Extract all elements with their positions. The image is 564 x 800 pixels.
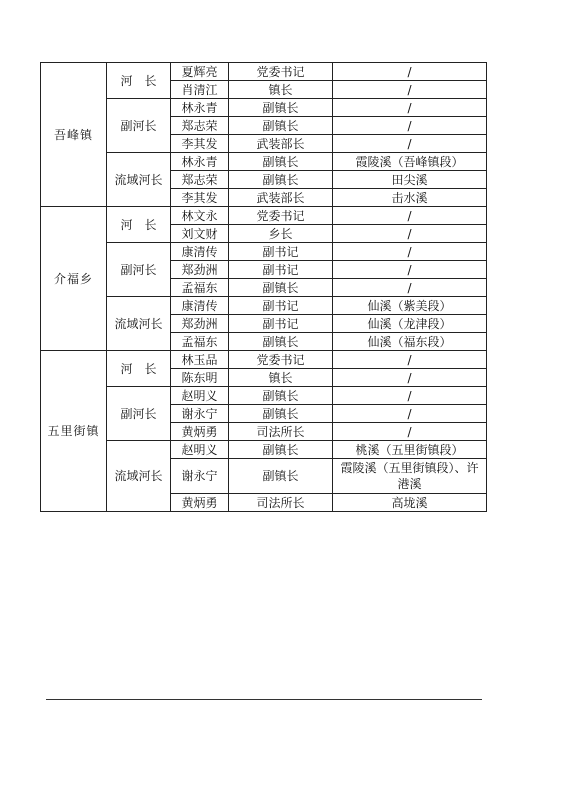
role-cell: 河 长 <box>107 207 171 243</box>
member-title: 党委书记 <box>229 207 333 225</box>
member-title: 镇长 <box>229 81 333 99</box>
river-cell: / <box>333 279 487 297</box>
member-title: 副镇长 <box>229 441 333 459</box>
member-name: 陈东明 <box>171 369 229 387</box>
member-name: 林永青 <box>171 153 229 171</box>
river-chief-table <box>40 62 487 512</box>
member-title: 副镇长 <box>229 171 333 189</box>
table-row <box>41 63 487 81</box>
member-name: 郑劲洲 <box>171 315 229 333</box>
river-cell: / <box>333 369 487 387</box>
river-cell: / <box>333 405 487 423</box>
member-name: 林文永 <box>171 207 229 225</box>
table-row <box>41 441 487 459</box>
river-cell: / <box>333 351 487 369</box>
member-name: 黄炳勇 <box>171 423 229 441</box>
river-cell: / <box>333 387 487 405</box>
role-cell: 流域河长 <box>107 297 171 351</box>
table-row <box>41 243 487 261</box>
table-row <box>41 153 487 171</box>
member-title: 副书记 <box>229 243 333 261</box>
role-cell: 副河长 <box>107 99 171 153</box>
member-name: 郑劲洲 <box>171 261 229 279</box>
role-cell: 副河长 <box>107 243 171 297</box>
member-title: 副镇长 <box>229 117 333 135</box>
table-row <box>41 207 487 225</box>
river-cell: 击水溪 <box>333 189 487 207</box>
river-cell: / <box>333 117 487 135</box>
town-cell: 介福乡 <box>41 207 107 351</box>
river-cell: / <box>333 99 487 117</box>
role-cell: 河 长 <box>107 351 171 387</box>
member-title: 武装部长 <box>229 135 333 153</box>
member-title: 党委书记 <box>229 351 333 369</box>
member-name: 刘文财 <box>171 225 229 243</box>
member-title: 副镇长 <box>229 387 333 405</box>
member-title: 乡长 <box>229 225 333 243</box>
member-name: 黄炳勇 <box>171 494 229 512</box>
river-cell: 仙溪（紫美段） <box>333 297 487 315</box>
role-cell: 河 长 <box>107 63 171 99</box>
member-name: 林玉品 <box>171 351 229 369</box>
table-row <box>41 297 487 315</box>
river-cell: 霞陵溪（吾峰镇段） <box>333 153 487 171</box>
member-name: 孟福东 <box>171 333 229 351</box>
member-title: 副镇长 <box>229 405 333 423</box>
member-name: 康清传 <box>171 297 229 315</box>
river-cell: / <box>333 423 487 441</box>
river-cell: / <box>333 261 487 279</box>
member-name: 赵明义 <box>171 387 229 405</box>
river-cell: / <box>333 225 487 243</box>
member-name: 郑志荣 <box>171 171 229 189</box>
river-cell: / <box>333 207 487 225</box>
member-name: 李其发 <box>171 135 229 153</box>
river-cell: / <box>333 63 487 81</box>
member-name: 孟福东 <box>171 279 229 297</box>
member-title: 党委书记 <box>229 63 333 81</box>
river-cell: 仙溪（福东段） <box>333 333 487 351</box>
member-name: 赵明义 <box>171 441 229 459</box>
member-title: 司法所长 <box>229 423 333 441</box>
role-cell: 流域河长 <box>107 441 171 512</box>
river-cell: 高垅溪 <box>333 494 487 512</box>
member-name: 李其发 <box>171 189 229 207</box>
river-cell: 霞陵溪（五里街镇段）、许港溪 <box>333 459 487 494</box>
river-cell: 田尖溪 <box>333 171 487 189</box>
town-cell: 五里街镇 <box>41 351 107 512</box>
member-name: 康清传 <box>171 243 229 261</box>
river-cell: / <box>333 81 487 99</box>
member-title: 副镇长 <box>229 279 333 297</box>
member-title: 武装部长 <box>229 189 333 207</box>
river-cell: / <box>333 243 487 261</box>
member-title: 副镇长 <box>229 459 333 494</box>
member-name: 郑志荣 <box>171 117 229 135</box>
member-name: 谢永宁 <box>171 459 229 494</box>
member-name: 林永青 <box>171 99 229 117</box>
member-title: 镇长 <box>229 369 333 387</box>
footer-divider <box>46 699 482 700</box>
member-title: 副书记 <box>229 261 333 279</box>
member-name: 谢永宁 <box>171 405 229 423</box>
role-cell: 流域河长 <box>107 153 171 207</box>
member-name: 夏辉亮 <box>171 63 229 81</box>
member-title: 副镇长 <box>229 99 333 117</box>
river-cell: 仙溪（龙津段） <box>333 315 487 333</box>
member-title: 副镇长 <box>229 333 333 351</box>
member-title: 司法所长 <box>229 494 333 512</box>
river-cell: 桃溪（五里街镇段） <box>333 441 487 459</box>
member-title: 副镇长 <box>229 153 333 171</box>
river-cell: / <box>333 135 487 153</box>
table-row <box>41 351 487 369</box>
member-title: 副书记 <box>229 315 333 333</box>
member-name: 肖清江 <box>171 81 229 99</box>
role-cell: 副河长 <box>107 387 171 441</box>
table-row <box>41 387 487 405</box>
table-row <box>41 99 487 117</box>
member-title: 副书记 <box>229 297 333 315</box>
town-cell: 吾峰镇 <box>41 63 107 207</box>
